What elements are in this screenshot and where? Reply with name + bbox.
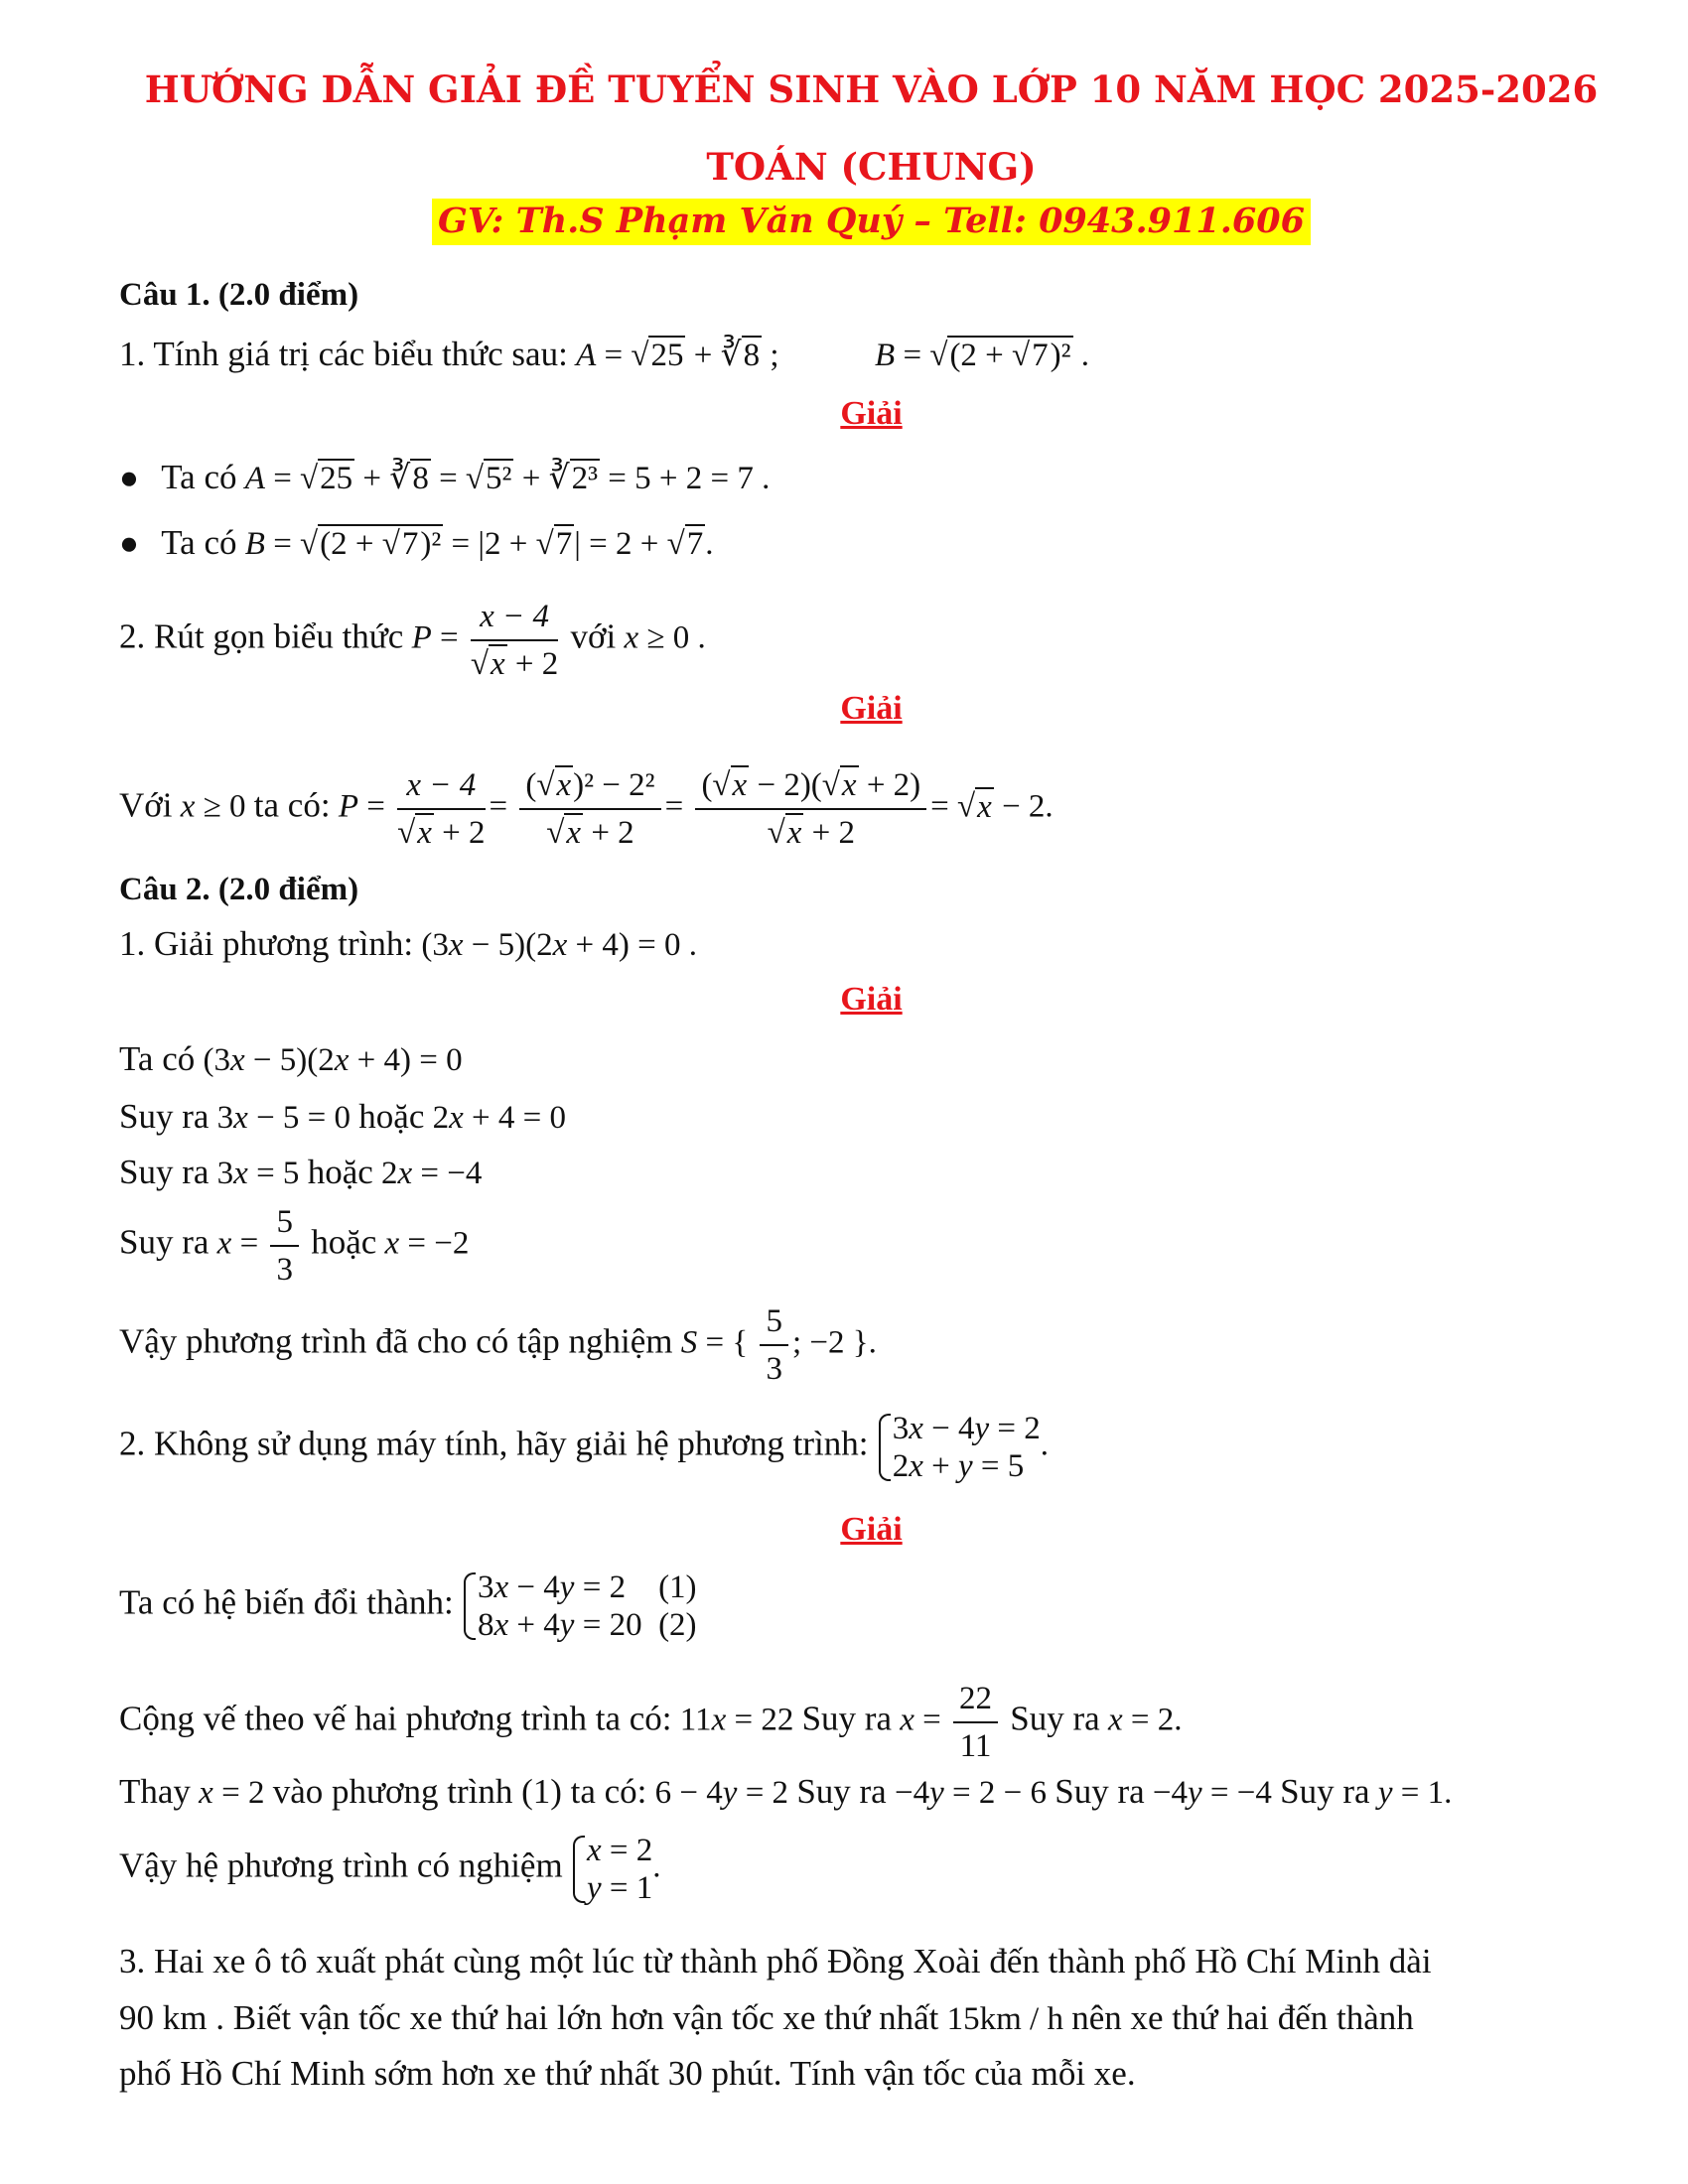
suy-ra-text: Suy ra <box>119 1222 210 1262</box>
speed-value: 15km / h <box>946 2001 1063 2037</box>
q2-s1-conclusion: Vậy phương trình đã cho có tập nghiệm S = { $\frac{5}{3}$ ; −2 }. <box>119 1300 877 1390</box>
document-title: HƯỚNG DẪN GIẢI ĐỀ TUYỂN SINH VÀO LỚP 10 NĂM HỌC 2025-2026 <box>144 68 1599 111</box>
q2-s2-line3: Thay x = 2 vào phương trình (1) ta có: 6 − 4y = 2 Suy ra −4y = 2 − 6 Suy ra −4y = −4 Suy ra y = 1. <box>119 1772 1453 1811</box>
q2-s2-line1 <box>119 1569 697 1644</box>
suy-ra-text: Suy ra <box>796 1772 887 1811</box>
solution-label: Giải <box>840 690 903 727</box>
q1-solution-a: ● Ta có A = √25 + ∛8 = √5² + ∛2³ = 5 + 2 = 7 . <box>119 457 770 499</box>
equation-system: 3x − 4y = 2 2x + y = 5 <box>877 1410 1041 1485</box>
suy-ra-text: Suy ra <box>1010 1699 1100 1738</box>
solution-label: Giải <box>840 981 903 1018</box>
teacher-info: GV: Th.S Phạm Văn Quý – Tell: 0943.911.606 <box>432 199 1311 245</box>
q1-part1-prompt: 1. Tính giá trị các biểu thức sau: <box>119 335 568 373</box>
q2-s2-line1-text: Ta có hệ biến đổi thành: <box>119 1582 454 1622</box>
q1-solution-b-prefix: Ta có <box>161 523 237 562</box>
suy-ra-text: Suy ra <box>119 1153 210 1191</box>
question-1-heading: Câu 1. (2.0 điểm) <box>119 277 359 313</box>
q1-expression-a: A <box>576 338 597 373</box>
q2-s1-prefix: Ta có <box>119 1039 196 1078</box>
q2-s2-line2-text: Cộng vế theo vế hai phương trình ta có: <box>119 1699 672 1738</box>
q2-part2-prompt: 2. Không sử dụng máy tính, hãy giải hệ phương trình: <box>119 1424 869 1463</box>
q2-s2-line3-text: vào phương trình (1) ta có: <box>272 1772 647 1811</box>
solution-label: Giải <box>840 1511 903 1548</box>
suy-ra-text: Suy ra <box>119 1097 210 1136</box>
suy-ra-text: Suy ra <box>801 1699 892 1738</box>
q2-part3-line2-a: 90 km . Biết vận tốc xe thứ hai lớn hơn vận tốc xe thứ nhất <box>119 1998 939 2037</box>
equation-system: x = 2 y = 1 <box>571 1832 652 1907</box>
q2-s1-conclusion-text: Vậy phương trình đã cho có tập nghiệm <box>119 1321 673 1361</box>
q1-sol2-prefix: Với <box>119 785 173 825</box>
thay-text: Thay <box>119 1772 191 1811</box>
q1-solution-a-prefix: Ta có <box>161 458 237 496</box>
fraction: $\frac{x - 4}{√x + 2}$ <box>471 596 558 685</box>
question-1-part-1: 1. Tính giá trị các biểu thức sau: A = √25 + ∛8 ; B = √(2 + √7)² . <box>119 335 1090 373</box>
q2-s1-line4: Suy ra x = $\frac{5}{3}$ hoặc x = −2 <box>119 1201 469 1291</box>
q1-part2-prompt: 2. Rút gọn biểu thức <box>119 616 404 656</box>
suy-ra-text: Suy ra <box>1280 1772 1370 1811</box>
document-subtitle: TOÁN (CHUNG) <box>706 145 1037 189</box>
q2-s1-line3: Suy ra 3x = 5 hoặc 2x = −4 <box>119 1153 483 1191</box>
q2-s2-conclusion-text: Vậy hệ phương trình có nghiệm <box>119 1845 563 1885</box>
teacher-info-row <box>0 199 1688 245</box>
q2-s2-line2: Cộng vế theo vế hai phương trình ta có: 11x = 22 Suy ra x = $\frac{22}{11}$ Suy ra x = 2. <box>119 1678 1182 1767</box>
hoac-text: hoặc <box>358 1097 425 1136</box>
q2-s1-line2: Suy ra 3x − 5 = 0 hoặc 2x + 4 = 0 <box>119 1097 567 1136</box>
q2-part3-line2 <box>119 1997 1414 2040</box>
question-2-part-1: 1. Giải phương trình: (3x − 5)(2x + 4) = 0 . <box>119 924 697 963</box>
question-1-part-2: 2. Rút gọn biểu thức P = $\frac{x - 4}{√x + 2}$ với x ≥ 0 . <box>119 596 706 685</box>
hoac-text: hoặc <box>311 1222 377 1262</box>
q1-solution-b: ● Ta có B = √(2 + √7)² = |2 + √7| = 2 + √7. <box>119 522 713 565</box>
equation-system: 3x − 4y = 2 (1) 8x + 4y = 20 (2) <box>462 1569 697 1644</box>
q2-part1-prompt: 1. Giải phương trình: <box>119 924 414 963</box>
q1-sol2-mid: ta có: <box>253 785 331 825</box>
q1-expression-b: B <box>875 338 896 373</box>
bullet-icon: ● <box>119 461 139 496</box>
q2-part3-line2-b: nên xe thứ hai đến thành <box>1071 1998 1414 2037</box>
q2-part3-line1: 3. Hai xe ô tô xuất phát cùng một lúc từ thành phố Đồng Xoài đến thành phố Hồ Chí Minh dài <box>119 1942 1432 1980</box>
q1-part2-with: với <box>570 616 617 656</box>
solution-label: Giải <box>840 395 903 432</box>
q1-part2-solution: Với x ≥ 0 ta có: P = $\frac{x - 4}{√x + 2}$ = $\frac{\text{(√x)² − 2²}}{√x + 2}$ = $\frac{(√x - 2)(√x + 2)}{√x + 2}$ = √x − 2. <box>119 764 1054 854</box>
question-2-heading: Câu 2. (2.0 điểm) <box>119 872 359 907</box>
q2-s2-conclusion: Vậy hệ phương trình có nghiệm x = 2 y = 1 . <box>119 1833 661 1906</box>
question-2-part-2: 2. Không sử dụng máy tính, hãy giải hệ phương trình: 3x − 4y = 2 2x + y = 5 . <box>119 1411 1049 1484</box>
q2-s1-line1: Ta có (3x − 5)(2x + 4) = 0 <box>119 1039 463 1078</box>
bullet-icon: ● <box>119 526 139 562</box>
suy-ra-text: Suy ra <box>1055 1772 1145 1811</box>
q2-part3-line3: phố Hồ Chí Minh sớm hơn xe thứ nhất 30 phút. Tính vận tốc của mỗi xe. <box>119 2054 1136 2093</box>
hoac-text: hoặc <box>307 1153 373 1191</box>
